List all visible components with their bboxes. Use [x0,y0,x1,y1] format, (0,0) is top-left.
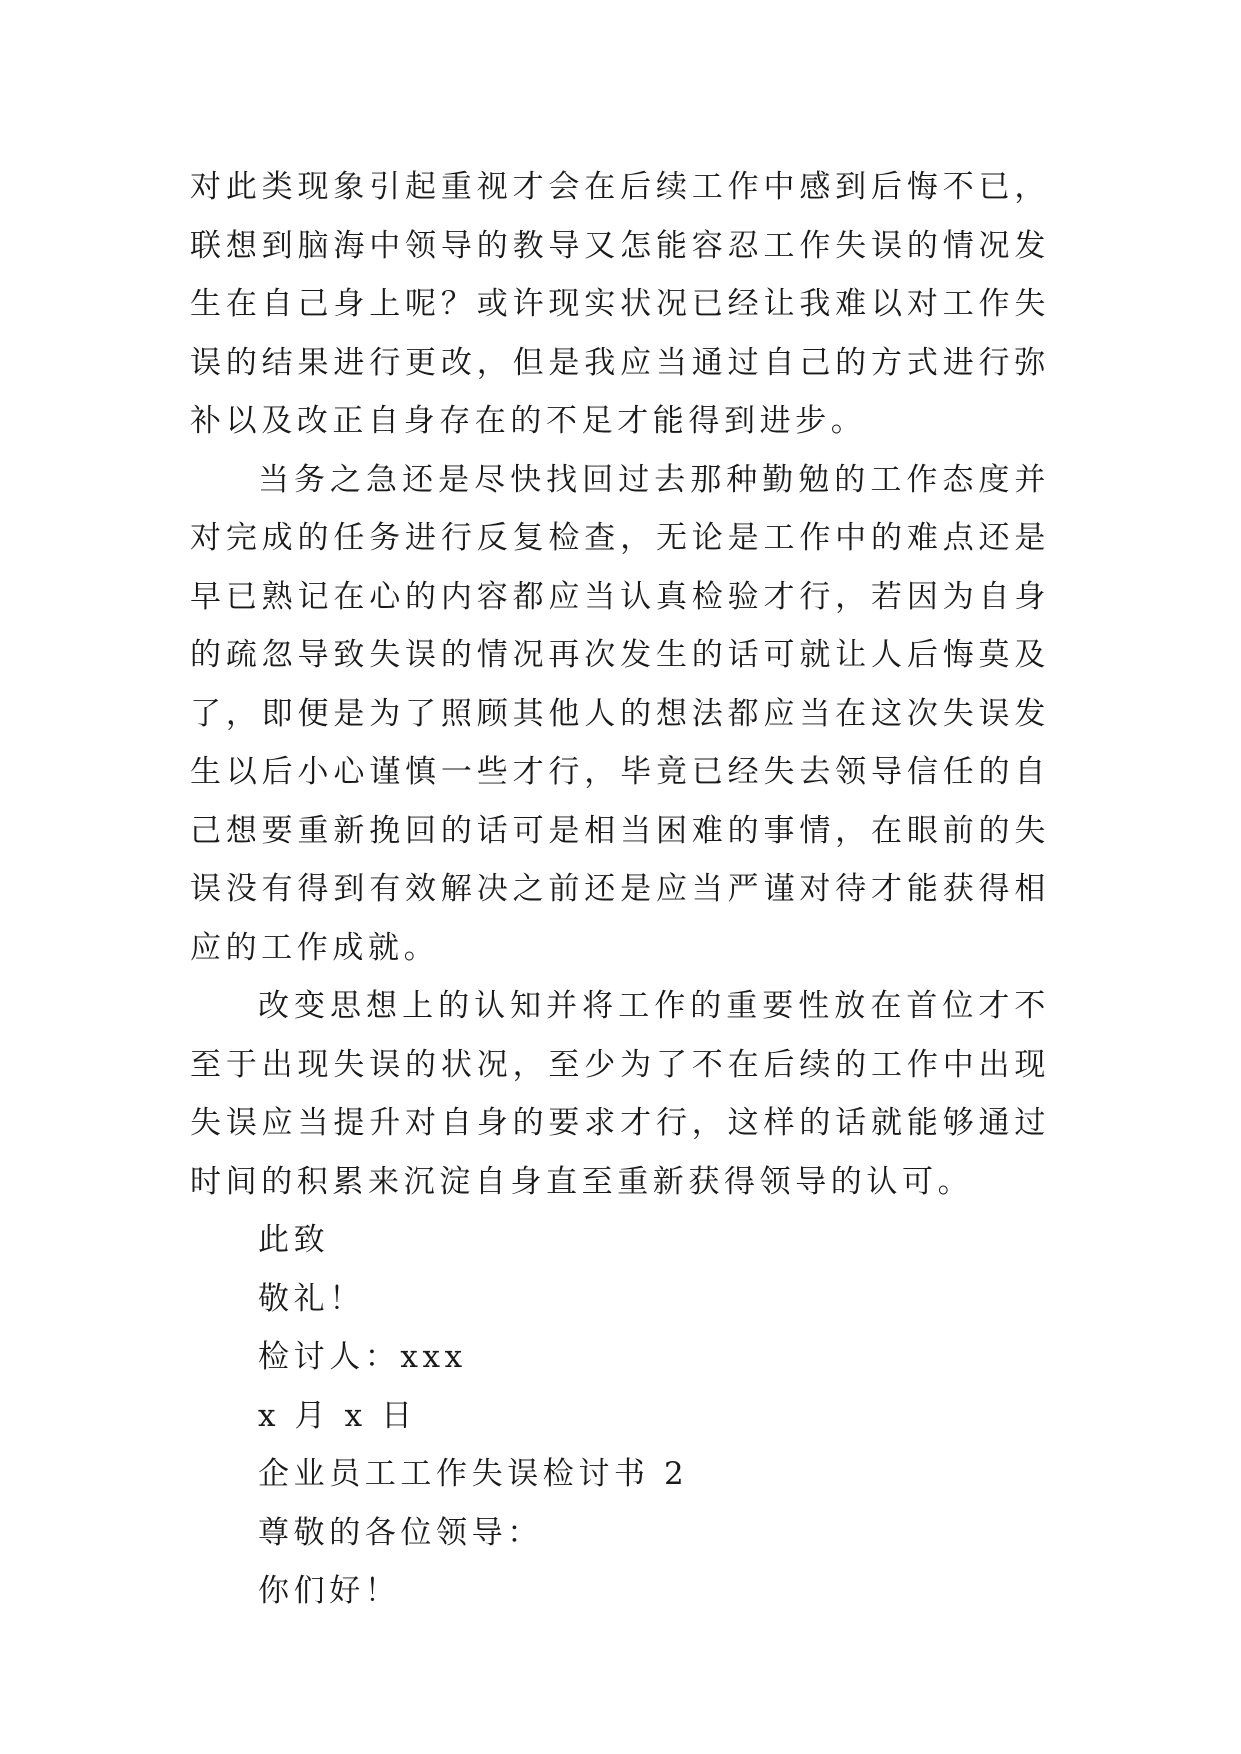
document-body [190,158,1050,1621]
paragraph-urgent-task: 当务之急还是尽快找回过去那种勤勉的工作态度并对完成的任务进行反复检查，无论是工作中的难点还是早已熟记在心的内容都应当认真检验才行，若因为自身的疏忽导致失误的情况再次发生的话可就让人后悔莫及了，即便是为了照顾其他人的想法都应当在这次失误发生以后小心谨慎一些才行，毕竟已经失去领导信任的自己想要重新挽回的话可是相当困难的事情，在眼前的失误没有得到有效解决之前还是应当严谨对待才能获得相应的工作成就。 [190,461,1050,966]
paragraph-continuation: 对此类现象引起重视才会在后续工作中感到后悔不已，联想到脑海中领导的教导又怎能容忍工作失误的情况发生在自己身上呢？或许现实状况已经让我难以对工作失误的结果进行更改，但是我应当通过自己的方式进行弥补以及改正自身存在的不足才能得到进步。 [190,169,1050,439]
next-greeting-to: 尊敬的各位领导： [258,1514,543,1551]
date-line: x 月 x 日 [258,1397,417,1434]
next-greeting: 你们好！ [258,1573,401,1609]
salute-line: 敬礼！ [258,1280,365,1317]
paragraph-change-thinking: 改变思想上的认知并将工作的重要性放在首位才不至于出现失误的状况，至少为了不在后续的工作中出现失误应当提升对自身的要求才行，这样的话就能够通过时间的积累来沉淀自身直至重新获得领导的认可。 [190,988,1050,1200]
closing-line: 此致 [258,1222,330,1258]
author-line: 检讨人：xxx [258,1339,467,1375]
next-document-title: 企业员工工作失误检讨书 2 [258,1456,689,1492]
